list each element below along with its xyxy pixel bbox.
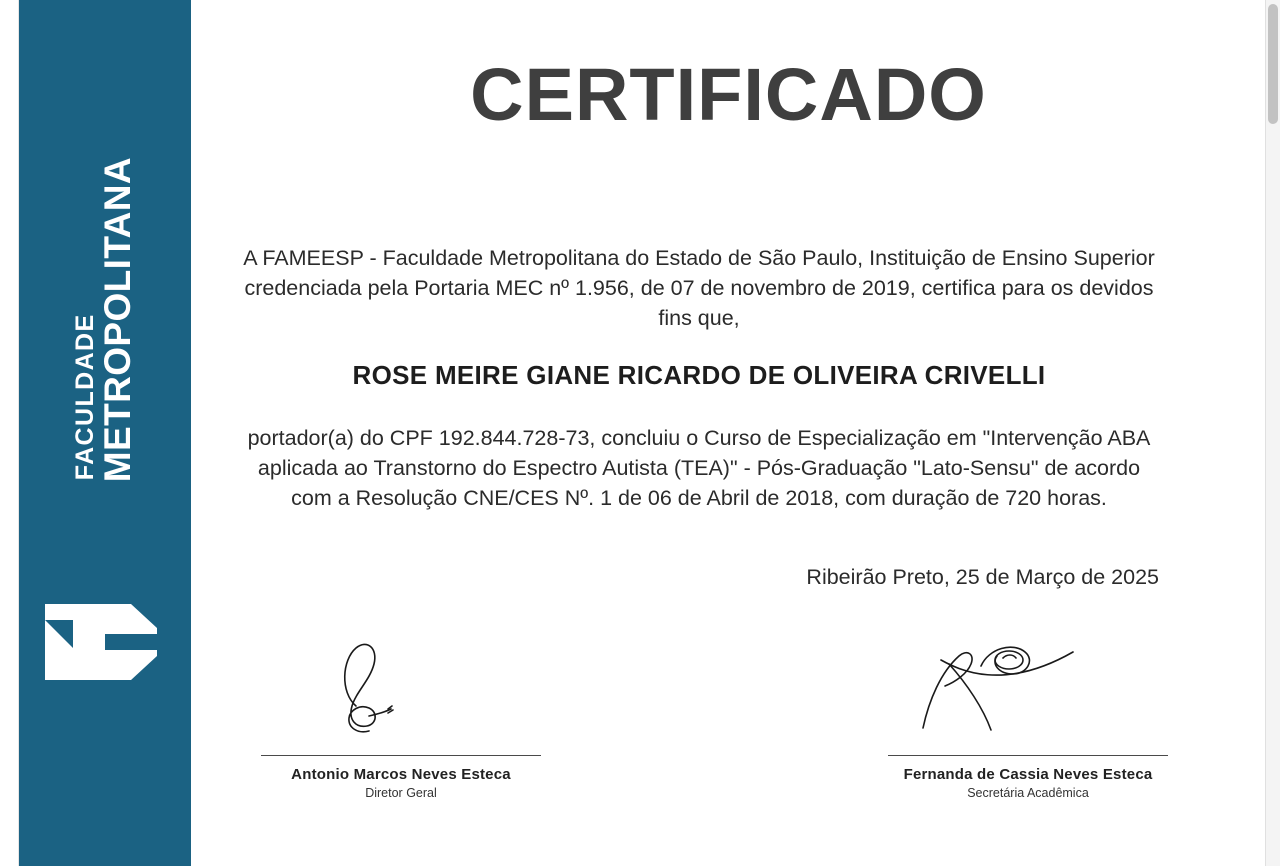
signer-role: Secretária Acadêmica [967, 786, 1089, 800]
brand-name-top: FACULDADE [71, 313, 100, 481]
vertical-scrollbar[interactable] [1265, 0, 1280, 866]
brand-name-bottom: METROPOLITANA [96, 157, 138, 483]
place-and-date: Ribeirão Preto, 25 de Março de 2025 [806, 565, 1159, 589]
signature-line [261, 755, 541, 756]
signer-name: Fernanda de Cassia Neves Esteca [903, 766, 1153, 783]
signer-role: Diretor Geral [365, 786, 437, 800]
course-description-paragraph: portador(a) do CPF 192.844.728-73, concluiu o Curso de Especialização em "Intervenção ABA aplicada ao Transtorno do Espectro Autista (TEA)" - Pós-Graduação "Lato-Sensu" de acordo com a Resolução CNE/CES Nº. 1 de 06 de Abril de 2018, com duração de 720 horas. [247, 426, 1151, 510]
intro-paragraph: A FAMEESP - Faculdade Metropolitana do Estado de São Paulo, Instituição de Ensino Superior credenciada pela Portaria MEC nº 1.956, de 07 de novembro de 2019, certifica para os devidos fins que, [243, 246, 1155, 330]
signature-line [888, 755, 1168, 756]
signature-mark-icon [863, 630, 1193, 755]
brand-sidebar [19, 0, 191, 866]
signer-name: Antonio Marcos Neves Esteca [291, 766, 511, 783]
signature-block-right [863, 630, 1193, 800]
brand-vertical-text [19, 0, 191, 640]
certificate-content [191, 0, 1266, 866]
signature-block-left [236, 630, 566, 800]
recipient-name: ROSE MEIRE GIANE RICARDO DE OLIVEIRA CRIVELLI [352, 360, 1046, 390]
page-title: CERTIFICADO [470, 53, 987, 136]
signature-mark-icon [236, 630, 566, 755]
vertical-scrollbar-thumb[interactable] [1268, 4, 1278, 124]
metropolitana-logo-icon [45, 596, 157, 692]
page-left-gutter [0, 0, 19, 866]
